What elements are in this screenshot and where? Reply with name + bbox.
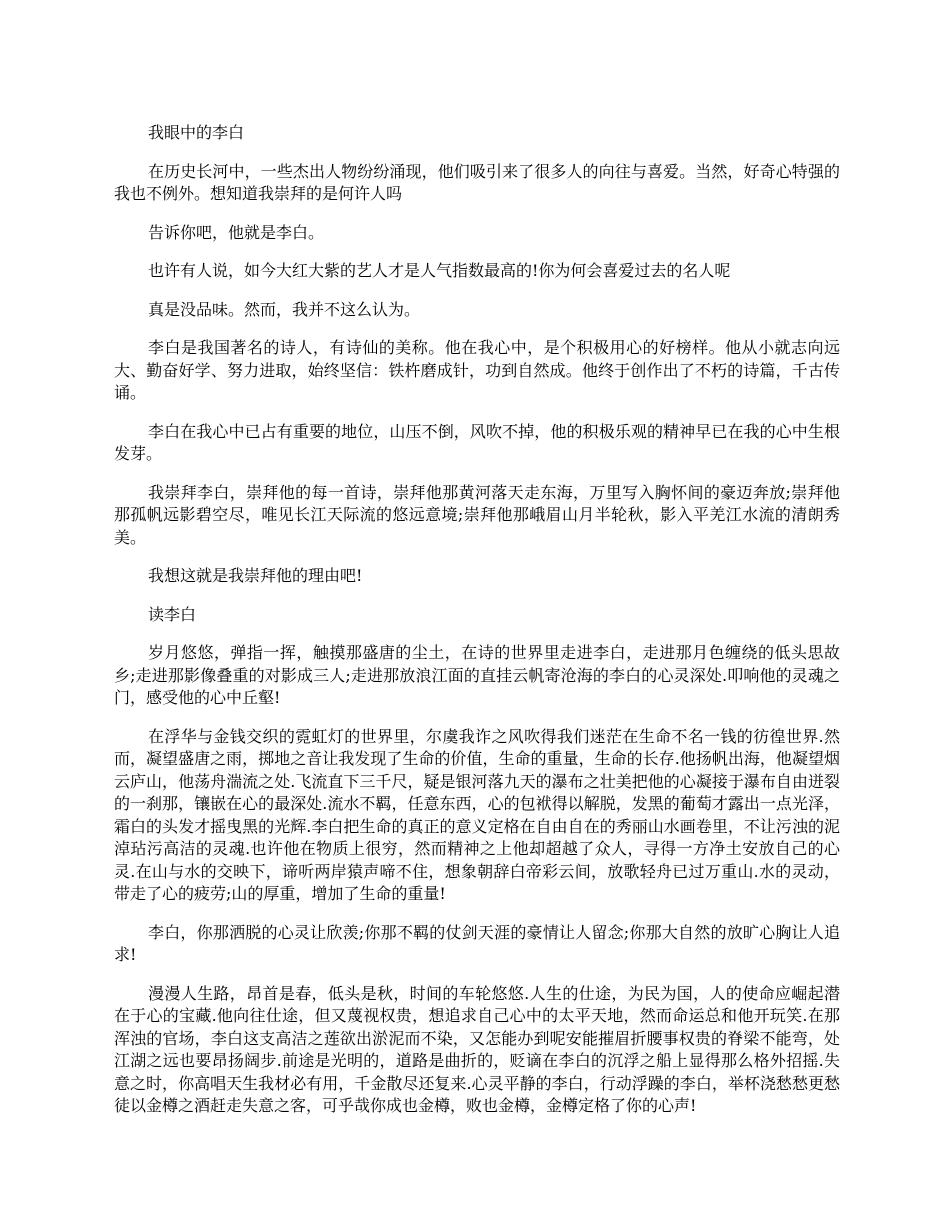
essay-title-2: 读李白 [148, 604, 197, 624]
paragraph: 在浮华与金钱交织的霓虹灯的世界里，尔虞我诈之风吹得我们迷茫在生命不名一钱的彷徨世界.然而，凝望盛唐之雨，掷地之音让我发现了生命的价值，生命的重量，生命的长存.他扬帆出海，他凝望烟云庐山，他荡舟湍流之处.飞流直下三千尺，疑是银河落九天的瀑布之壮美把他的心凝接于瀑布自由迸裂的一刹那，镶嵌在心的最深处.流水不羁，任意东西，心的包袱得以解脱，发黑的葡萄才露出一点光泽，霜白的头发才摇曳黑的光辉.李白把生命的真正的意义定格在自由自在的秀丽山水画卷里，不让污浊的泥淖玷污高洁的灵魂.也许他在物质上很穷，然而精神之上他却超越了众人，寻得一方净土安放自己的心灵.在山与水的交映下，谛听两岸猿声啼不住，想象朝辞白帝彩云间，放歌轻舟已过万重山.水的灵动，带走了心的疲劳;山的厚重，增加了生命的重量! [114, 726, 840, 903]
paragraph: 我崇拜李白，崇拜他的每一首诗，崇拜他那黄河落天走东海，万里写入胸怀间的豪迈奔放;崇拜他那孤帆远影碧空尽，唯见长江天际流的悠远意境;崇拜他那峨眉山月半轮秋，影入平羌江水流的清朗秀美。 [114, 482, 840, 547]
paragraph: 岁月悠悠，弹指一挥，触摸那盛唐的尘土，在诗的世界里走进李白，走进那月色缠绕的低头思故乡;走进那影像叠重的对影成三人;走进那放浪江面的直挂云帆寄沧海的李白的心灵深处.叩响他的灵魂之门，感受他的心中丘壑! [114, 643, 840, 707]
paragraph: 真是没品味。然而，我并不这么认为。 [148, 299, 421, 319]
paragraph: 也许有人说，如今大红大紫的艺人才是人气指数最高的!你为何会喜爱过去的名人呢 [148, 261, 731, 280]
paragraph: 李白，你那洒脱的心灵让欣羡;你那不羁的仗剑天涯的豪情让人留念;你那大自然的放旷心胸让人追求! [114, 922, 840, 964]
paragraph: 在历史长河中，一些杰出人物纷纷涌现，他们吸引来了很多人的向往与喜爱。当然，好奇心特强的我也不例外。想知道我崇拜的是何许人吗 [114, 161, 840, 203]
paragraph: 李白在我心中已占有重要的地位，山压不倒，风吹不掉，他的积极乐观的精神早已在我的心中生根发芽。 [114, 421, 840, 463]
paragraph: 我想这就是我崇拜他的理由吧! [148, 566, 363, 585]
essay-title-1: 我眼中的李白 [148, 123, 245, 142]
paragraph: 漫漫人生路，昂首是春，低头是秋，时间的车轮悠悠.人生的仕途，为民为国，人的使命应崛起潜在于心的宝藏.他向往仕途，但又蔑视权贵，想追求自己心中的太平天地，然而命运总和他开玩笑.在那浑浊的官场，李白这支高洁之莲欲出淤泥而不染，又怎能办到呢安能摧眉折腰事权贵的脊梁不能弯，处江湖之远也要昂扬阔步.前途是光明的，道路是曲折的，贬谪在李白的沉浮之船上显得那么格外招摇.失意之时，你高唱天生我材必有用，千金散尽还复来.心灵平静的李白，行动浮躁的李白，举杯浇愁愁更愁徒以金樽之酒赶走失意之客，可乎哉你成也金樽，败也金樽，金樽定格了你的心声! [114, 983, 840, 1115]
document-body [114, 122, 840, 1134]
paragraph: 告诉你吧，他就是李白。 [148, 222, 325, 242]
paragraph: 李白是我国著名的诗人，有诗仙的美称。他在我心中，是个积极用心的好榜样。他从小就志向远大、勤奋好学、努力进取，始终坚信：铁杵磨成针，功到自然成。他终于创作出了不朽的诗篇，千古传诵。 [114, 338, 840, 402]
